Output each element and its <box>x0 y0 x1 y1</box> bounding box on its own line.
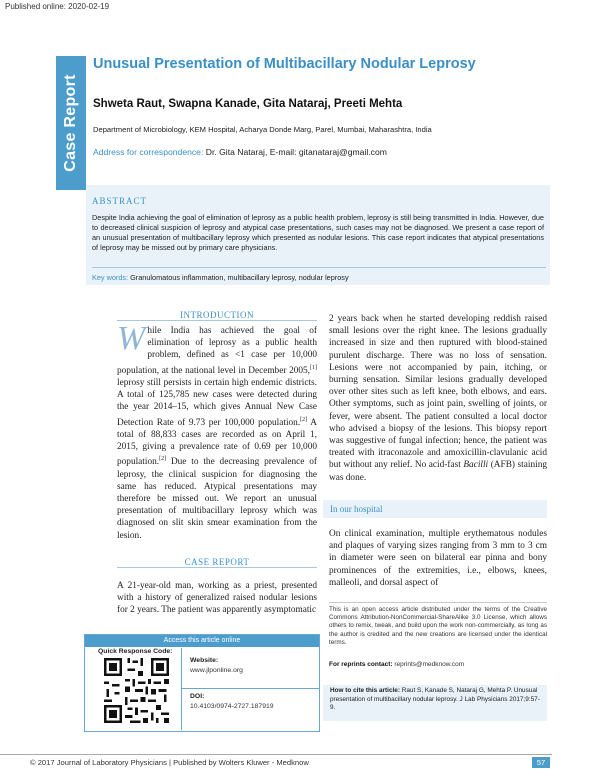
footer-copyright: © 2017 Journal of Laboratory Physicians | Published by Wolters Kluwer - Medknow <box>30 758 309 767</box>
how-to-cite <box>330 687 544 713</box>
article-title: Unusual Presentation of Multibacillary Nodular Leprosy <box>93 56 476 72</box>
case-history-text <box>329 313 547 484</box>
drop-cap: W <box>117 320 146 357</box>
author-list: Shweta Raut, Swapna Kanade, Gita Nataraj, Preeti Mehta <box>93 98 403 110</box>
introduction-text <box>117 320 318 542</box>
keywords <box>92 273 349 282</box>
case-report-divider <box>117 567 317 568</box>
citation-ref[interactable]: [2] <box>159 456 167 463</box>
citation-ref[interactable]: [2] <box>300 416 308 423</box>
abstract-text: Despite India achieving the goal of elimination of leprosy as a public health problem, leprosy is still being transmitted in India. However, due to decreased clinical suspicion of leprosy and atypical case presentations, such cases may not be diagnosed. We present a case report of an unusual presentation of multibacillary leprosy which presented as nodular lesions. This case report indicates that atypical presentations of leprosy may be missed out by primary care physicians. <box>92 213 544 252</box>
published-date: Published online: 2020-02-19 <box>5 2 110 11</box>
access-box-hrule <box>181 688 319 689</box>
reprints-contact <box>329 661 464 668</box>
case-history-p1-end: (AFB) staining was done. <box>329 460 547 483</box>
doi-link[interactable]: 10.4103/0974-2727.187919 <box>190 703 274 710</box>
intro-p2: leprosy still persists in certain high endemic districts. A total of 125,785 new cases were detected during the year 2014–15, which gives Annual New Case Detection Rate of 9.73 per 100,000 population. <box>117 377 317 428</box>
keywords-value: Granulomatous inflammation, multibacillary leprosy, nodular leprosy <box>130 273 349 282</box>
doi-label: DOI: <box>190 693 205 700</box>
intro-p3: A total of 88,833 cases are recorded as on April 1, 2015, giving a prevalence rate of 0.69 per 10,000 population. <box>117 417 318 468</box>
case-history-p1: 2 years back when he started developing reddish raised small lesions over the right knee. The lesions gradually increased in size and then ruptured with blood-stained purulent discharge. There was no loss of sensation. Lesions were not accompanied by pain, itching, or burning sensation. Similar lesions gradually developed over other sites such as left knee, both elbows, and ears. Other symptoms, such as joint pain, swelling of joints, or fever, were absent. The patient consulted a local doctor who advised a biopsy of the lesions. This biopsy report was suggestive of fungal infection; hence, the patient was treated with itraconazole and amoxicillin-clavulanic acid but without any relief. No acid-fast <box>329 314 547 471</box>
license-divider <box>329 602 547 603</box>
case-report-text: A 21-year-old man, working as a priest, presented with a history of generalized raised nodular lesions for 2 years. The patient was apparently asymptomatic <box>117 581 317 616</box>
citation-ref[interactable]: [1] <box>310 364 317 371</box>
case-history-italic: Bacilli <box>463 460 489 471</box>
correspondence-value[interactable]: Dr. Gita Nataraj, E-mail: gitanataraj@gmail.com <box>205 147 387 157</box>
introduction-heading: INTRODUCTION <box>180 310 254 320</box>
page-number: 57 <box>532 757 550 768</box>
in-our-hospital-heading: In our hospital <box>330 504 383 514</box>
abstract-heading: ABSTRACT <box>92 196 148 206</box>
cite-label: How to cite this article: <box>330 687 400 694</box>
correspondence-label: Address for correspondence: <box>93 147 204 157</box>
open-access-notice: This is an open access article distributed under the terms of the Creative Commons Attribution-NonCommercial-ShareAlike 3.0 License, which allows others to remix, tweak, and build upon the work non-commercially, as long as the author is credited and the new creations are licensed under the identical terms. <box>329 606 547 646</box>
affiliation: Department of Microbiology, KEM Hospital, Acharya Donde Marg, Parel, Mumbai, Maharashtra, India <box>93 125 432 134</box>
reprints-email[interactable]: reprints@medknow.com <box>394 661 465 668</box>
qr-code-label: Quick Response Code: <box>98 648 173 655</box>
article-type-label: Case Report <box>62 74 79 172</box>
intro-p4: Due to the decreasing prevalence of leprosy, the clinical suspicion for diagnosing the same has reduced. Atypical presentations may therefore be missed out. We report an unusual presentation of multibacillary leprosy which was diagnosed on slit skin smear examination from the lesion. <box>117 457 317 541</box>
qr-code-icon[interactable] <box>104 658 169 723</box>
introduction-divider <box>117 320 317 321</box>
access-online-title: Access this article online <box>85 635 319 647</box>
intro-p1: hile India has achieved the goal of elimination of leprosy as a public health problem, defined as <1 case per 10,000 population, at the national level in December 2005, <box>117 326 317 376</box>
article-type-tab <box>56 56 86 190</box>
case-report-heading: CASE REPORT <box>184 557 250 567</box>
website-label: Website: <box>190 657 219 664</box>
abstract-divider <box>92 267 546 268</box>
examination-text: On clinical examination, multiple erythematous nodules and plaques of varying sizes ranging from 3 mm to 3 cm in diameter were seen on bilateral ear pinna and bony prominences of the extremities, i.e., elbows, knees, malleoli, and dorsal aspect of <box>329 529 547 588</box>
footer-divider <box>0 754 552 755</box>
website-link[interactable]: www.jlponline.org <box>190 667 243 674</box>
correspondence <box>93 147 387 157</box>
reprints-label: For reprints contact: <box>329 661 393 668</box>
access-box-divider <box>181 648 182 730</box>
cite-value: Raut S, Kanade S, Nataraj G, Mehta P. Unusual presentation of multibacillary nodular leprosy. J Lab Physicians 2017;9:57-9. <box>330 687 540 712</box>
keywords-label: Key words: <box>92 273 129 282</box>
